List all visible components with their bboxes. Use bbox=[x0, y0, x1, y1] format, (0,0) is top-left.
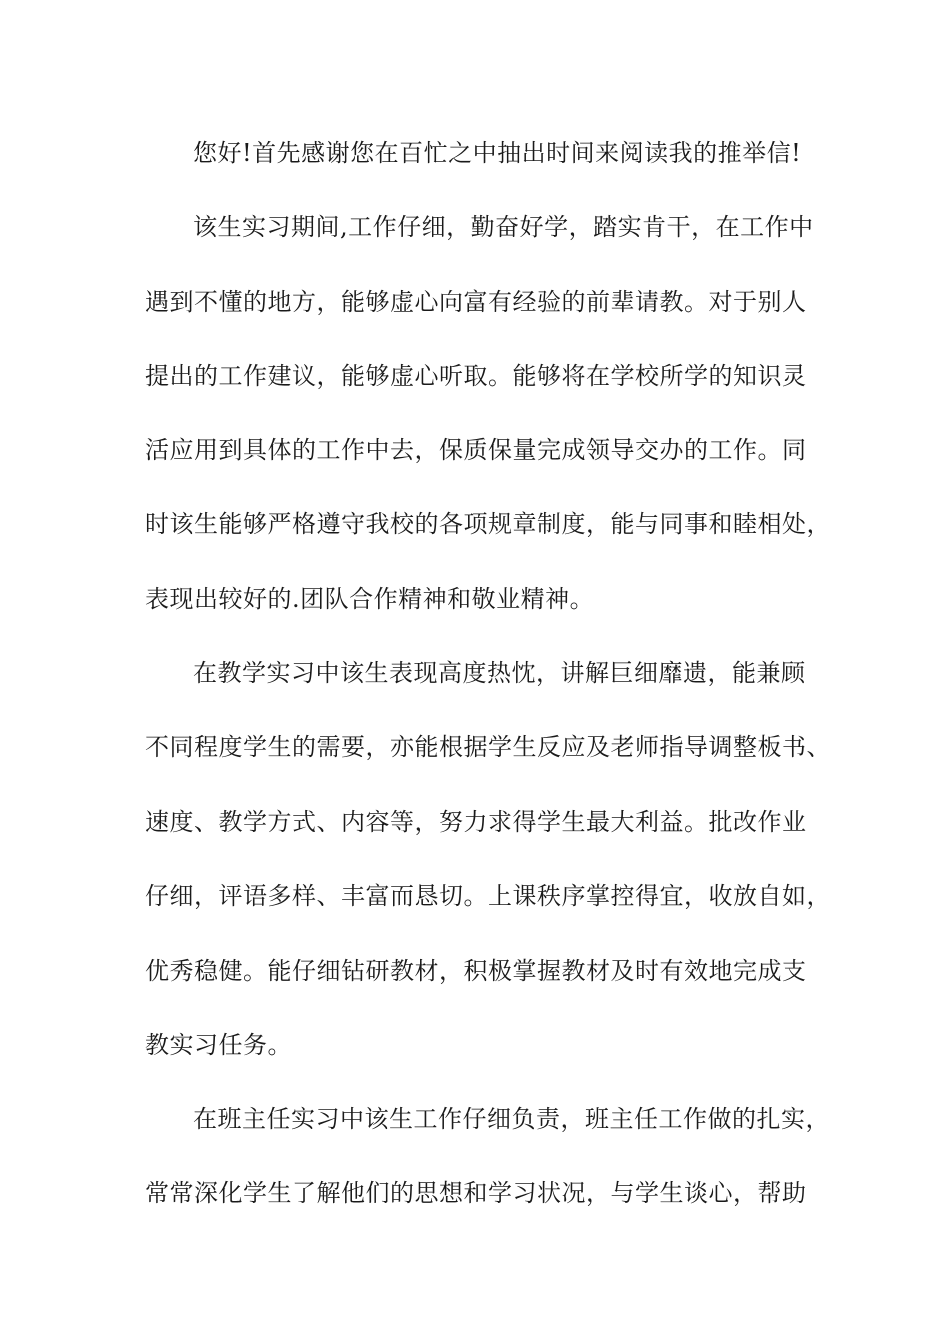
paragraph-2-line-1: 在教学实习中该生表现高度热忱，讲解巨细靡遗，能兼顾 bbox=[193, 659, 806, 687]
greeting-line: 您好!首先感谢您在百忙之中抽出时间来阅读我的推举信! bbox=[193, 139, 802, 167]
paragraph-1-line-4: 活应用到具体的工作中去，保质保量完成领导交办的工作。同 bbox=[145, 436, 807, 464]
paragraph-2-line-6: 教实习任务。 bbox=[145, 1031, 292, 1059]
paragraph-3-line-1: 在班主任实习中该生工作仔细负责，班主任工作做的扎实， bbox=[193, 1105, 830, 1133]
paragraph-1-line-6: 表现出较好的.团队合作精神和敬业精神。 bbox=[145, 585, 595, 613]
paragraph-3-line-2: 常常深化学生了解他们的思想和学习状况，与学生谈心，帮助 bbox=[145, 1179, 807, 1207]
paragraph-1-line-2: 遇到不懂的地方，能够虚心向富有经验的前辈请教。对于别人 bbox=[145, 288, 807, 316]
paragraph-2-line-4: 仔细，评语多样、丰富而恳切。上课秩序掌控得宜，收放自如， bbox=[145, 882, 831, 910]
paragraph-1-line-3: 提出的工作建议，能够虚心听取。能够将在学校所学的知识灵 bbox=[145, 362, 807, 390]
paragraph-2-line-2: 不同程度学生的需要，亦能根据学生反应及老师指导调整板书、 bbox=[145, 733, 831, 761]
paragraph-2-line-5: 优秀稳健。能仔细钻研教材，积极掌握教材及时有效地完成支 bbox=[145, 957, 807, 985]
paragraph-2-line-3: 速度、教学方式、内容等，努力求得学生最大利益。批改作业 bbox=[145, 808, 807, 836]
paragraph-1-line-5: 时该生能够严格遵守我校的各项规章制度，能与同事和睦相处， bbox=[145, 510, 831, 538]
paragraph-1-line-1: 该生实习期间,工作仔细，勤奋好学，踏实肯干，在工作中 bbox=[193, 213, 814, 241]
